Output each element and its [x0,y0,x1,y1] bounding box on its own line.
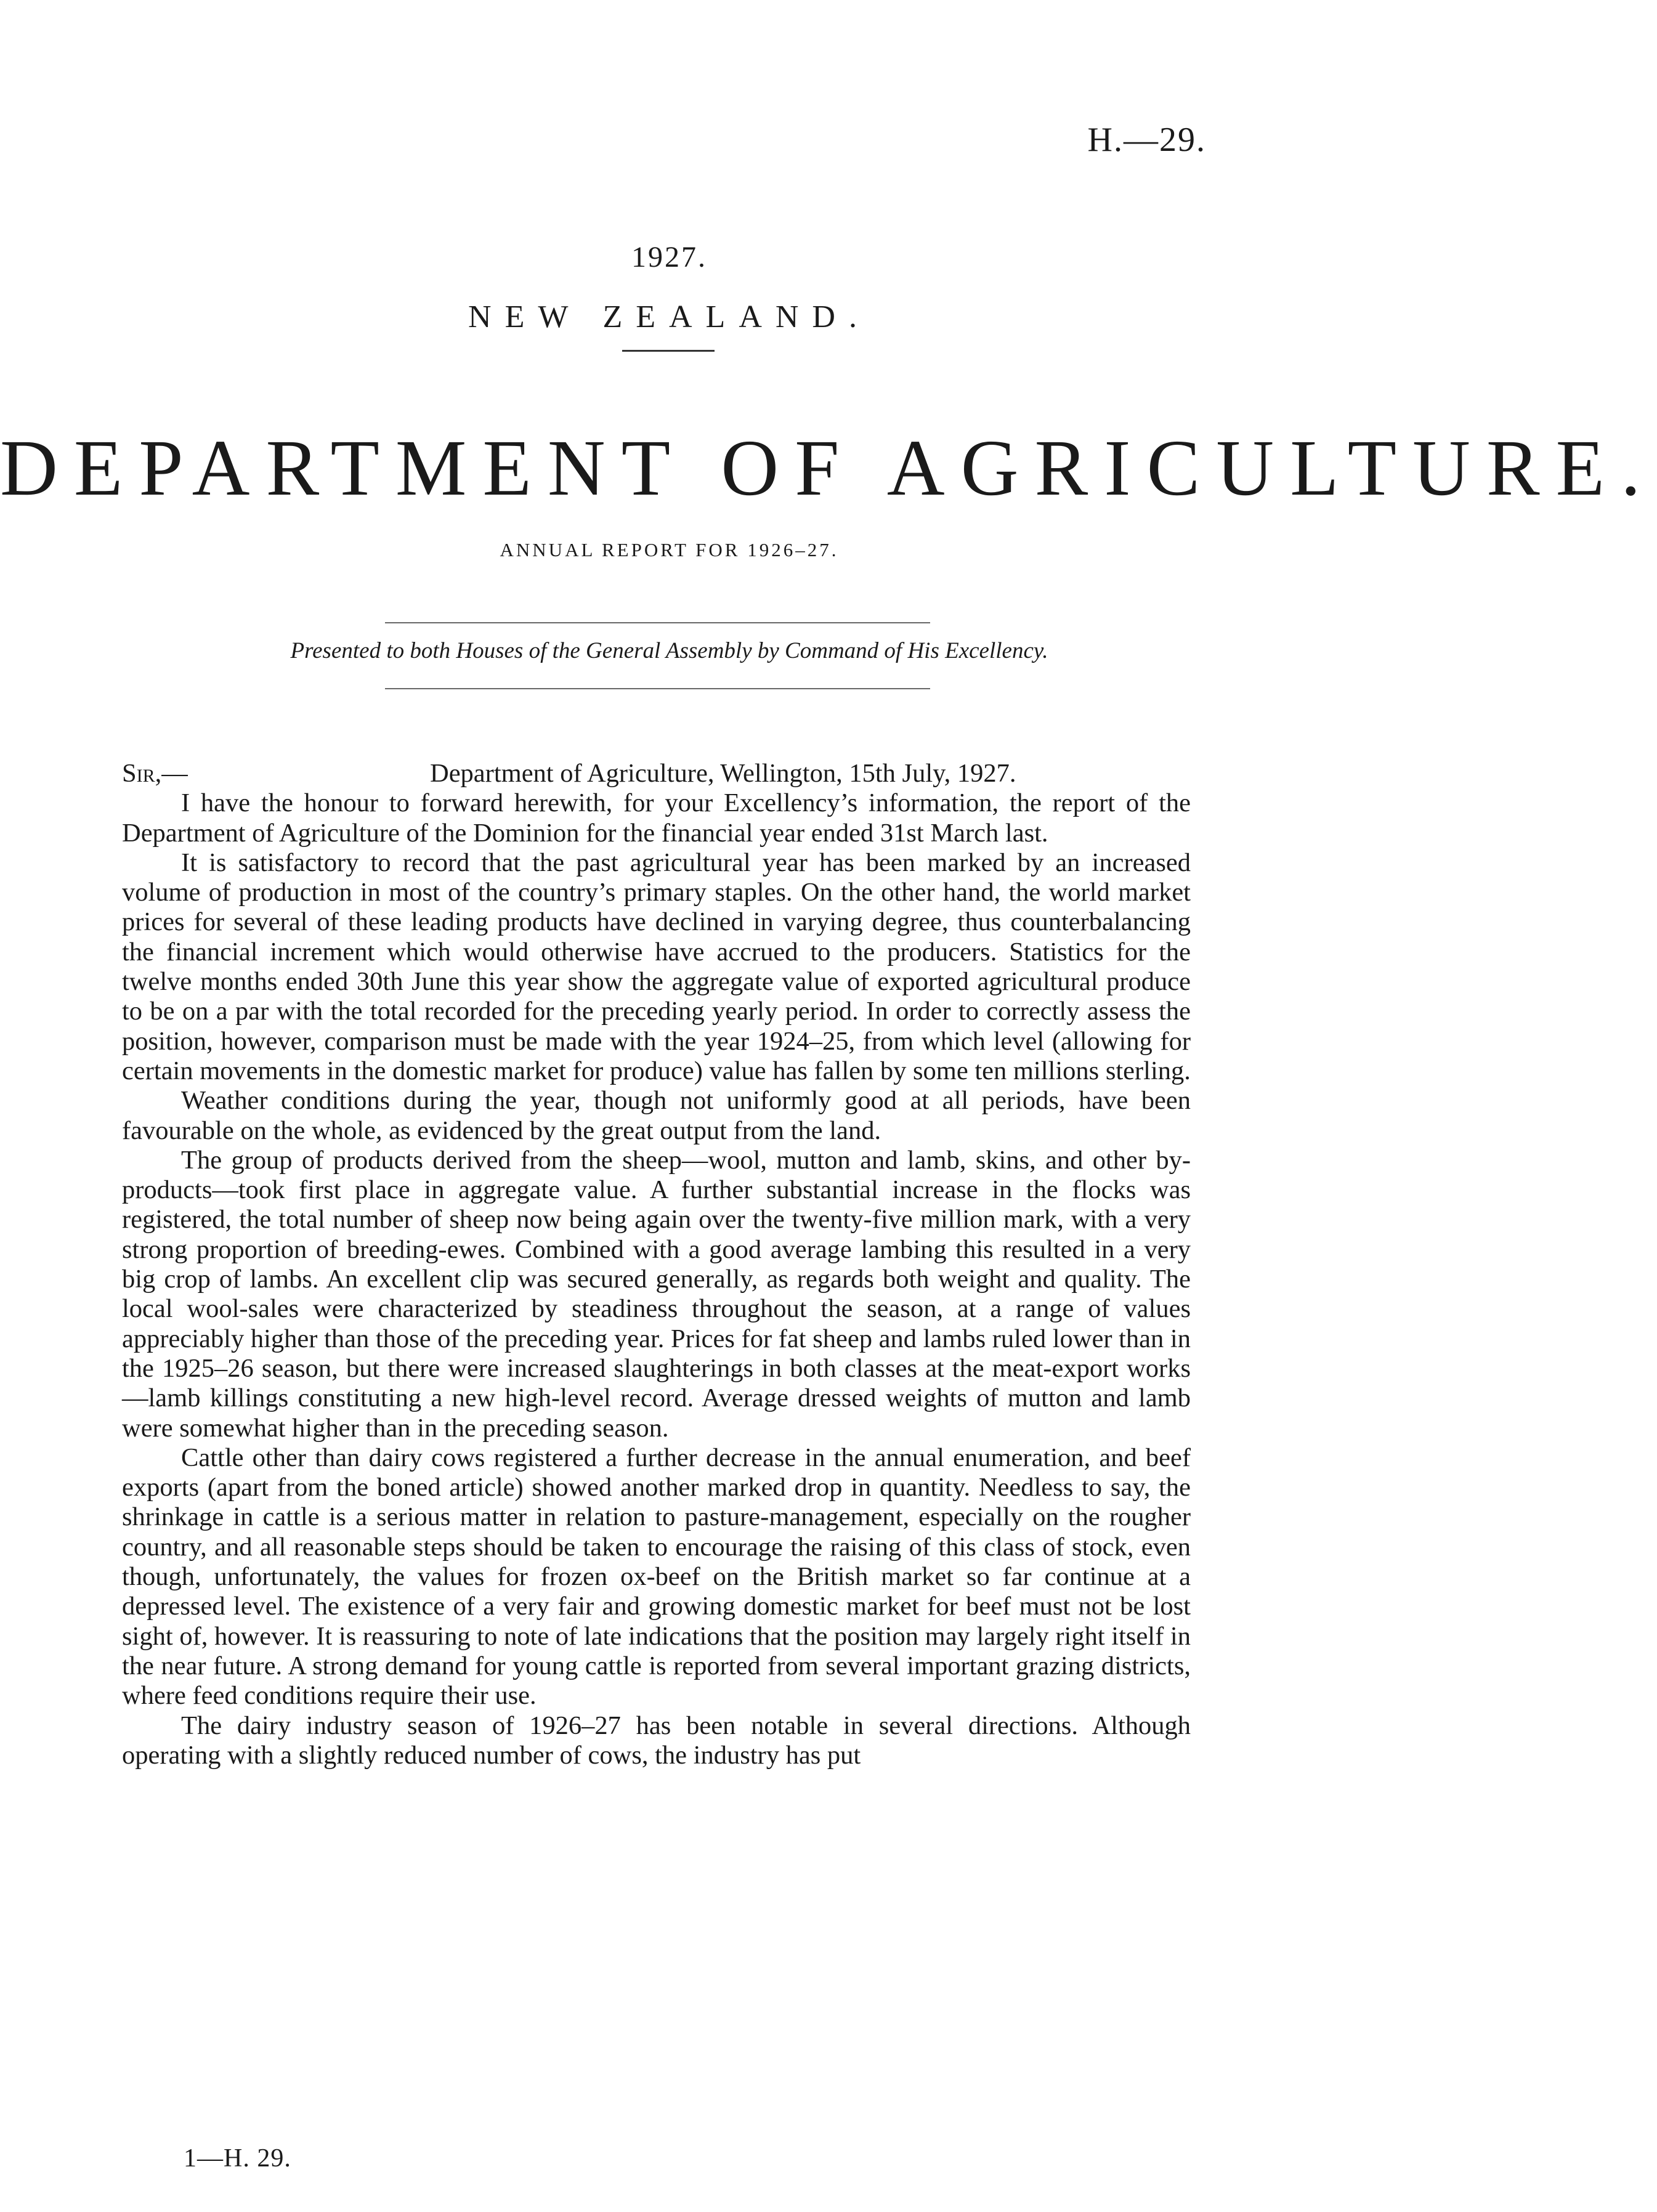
page-title: DEPARTMENT OF AGRICULTURE. [0,424,1657,512]
paragraph-introduction: I have the honour to forward herewith, for your Excellency’s information, the report of the Department of Agriculture of the Dominion for the financial year ended 31st March last. [122,788,1191,848]
letter-body [122,759,1191,1770]
presented-line: Presented to both Houses of the General Assembly by Command of His Excellency. [290,638,1048,663]
salutation: Sir,— [122,759,188,788]
paragraph-cattle: Cattle other than dairy cows registered a further decrease in the annual enumeration, and beef exports (apart from the boned article) showed another marked drop in quantity. Needless to say, the shrinkage in cattle is a serious matter in relation to pasture-management, especially on the rougher country, and all reasonable steps should be taken to encourage the raising of this class of stock, even though, unfortunately, the values for frozen ox-beef on the British market so far continue at a depressed level. The existence of a very fair and growing domestic market for beef must not be lost sight of, however. It is reassuring to note of late indications that the position may largely right itself in the near future. A strong demand for young cattle is reported from several important grazing districts, where feed conditions require their use. [122,1443,1191,1711]
report-year: 1927. [631,241,707,273]
paragraph-production: It is satisfactory to record that the past agricultural year has been marked by an increased volume of production in most of the country’s primary staples. On the other hand, the world market prices for several of these leading products have declined in varying degree, thus counterbalancing the financial increment which would otherwise have accrued to the producers. Statistics for the twelve months ended 30th June this year show the aggregate value of exported agricultural produce to be on a par with the total recorded for the preceding yearly period. In order to correctly assess the position, however, comparison must be made with the year 1924–25, from which level (allowing for certain movements in the domestic market for produce) value has fallen by some ten millions sterling. [122,848,1191,1085]
country-name: NEW ZEALAND. [468,299,870,334]
dateline: Department of Agriculture, Wellington, 15th July, 1927. [430,759,1016,788]
paragraph-sheep: The group of products derived from the sheep—wool, mutton and lamb, skins, and other by-products—took first place in aggregate value. A further substantial increase in the flocks was registered, the total number of sheep now being again over the twenty-five million mark, with a very strong proportion of breeding-ewes. Combined with a good average lambing this resulted in a very big crop of lambs. An excellent clip was secured generally, as regards both weight and quality. The local wool-sales were characterized by steadiness throughout the season, at a range of values appreciably higher than those of the preceding year. Prices for fat sheep and lambs ruled lower than in the 1925–26 season, but there were increased slaughterings in both classes at the meat-export works—lamb killings constituting a new high-level record. Average dressed weights of mutton and lamb were somewhat higher than in the preceding season. [122,1145,1191,1443]
document-reference: H.—29. [1087,121,1206,159]
paragraph-dairy: The dairy industry season of 1926–27 has been notable in several directions. Although operating with a slightly reduced number of cows, the industry has put [122,1711,1191,1770]
presented-rule-top [385,622,930,623]
title-divider [622,350,715,352]
paragraph-weather: Weather conditions during the year, though not uniformly good at all periods, have been favourable on the whole, as evidenced by the great output from the land. [122,1086,1191,1145]
presented-rule-bottom [385,688,930,689]
page-signature: 1—H. 29. [184,2144,291,2173]
letter-heading [122,759,1191,788]
report-subtitle: ANNUAL REPORT FOR 1926–27. [500,539,839,561]
